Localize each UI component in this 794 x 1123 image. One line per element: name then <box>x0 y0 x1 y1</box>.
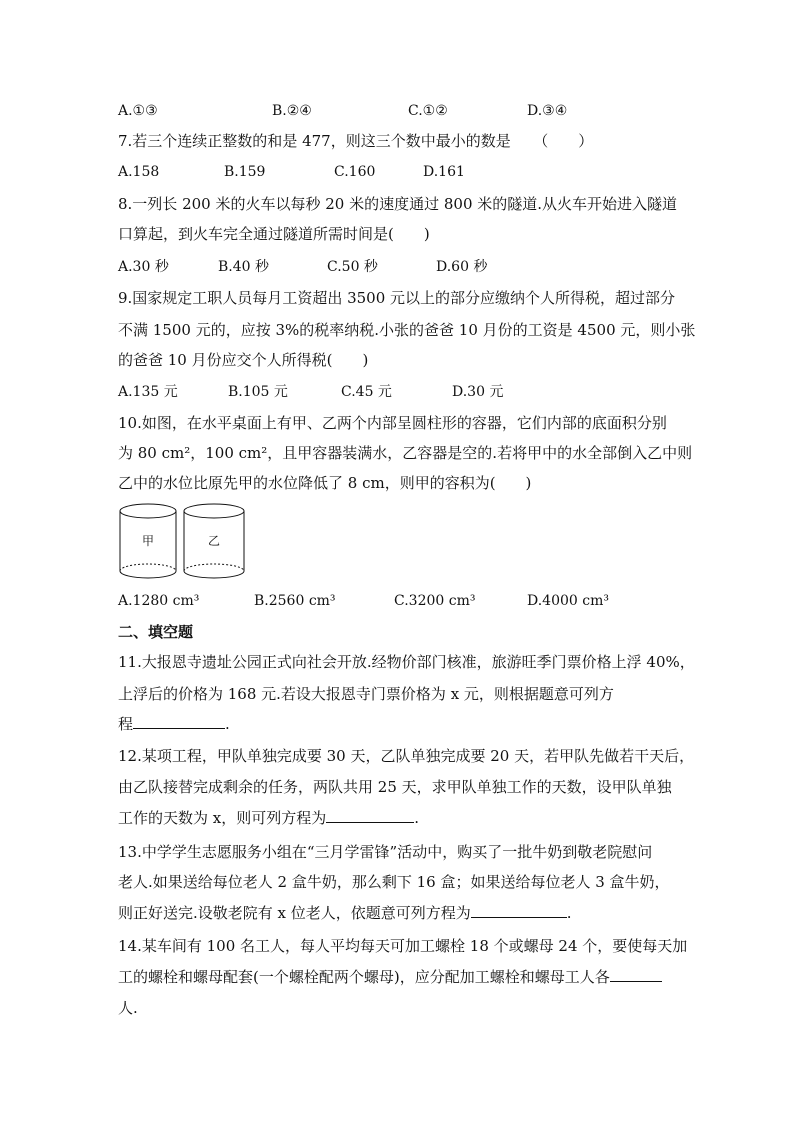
q14-line-2-text: 工的螺栓和螺母配套(一个螺栓配两个螺母)，应分配加工螺栓和螺母工人各 <box>118 968 610 986</box>
cylinder-yi-label: 乙 <box>208 534 221 548</box>
q8-option-c: C.50 秒 <box>327 259 378 275</box>
q10-option-c: C.3200 cm³ <box>394 593 476 609</box>
q7-option-b: B.159 <box>224 164 266 180</box>
cylinders-figure <box>112 496 252 586</box>
q9-line-3: 的爸爸 10 月份应交个人所得税( ) <box>118 351 369 369</box>
q12-line-3-end: . <box>414 809 420 827</box>
q14-line-1: 14.某车间有 100 名工人，每人平均每天可加工螺栓 18 个或螺母 24 个，要使每天加 <box>118 937 688 955</box>
q8-option-a: A.30 秒 <box>118 259 169 275</box>
q10-line-1: 10.如图，在水平桌面上有甲、乙两个内部呈圆柱形的容器，它们内部的底面积分别 <box>118 414 667 432</box>
q12-line-3 <box>118 808 419 828</box>
q9-option-c: C.45 元 <box>341 384 392 400</box>
cylinder-jia-label: 甲 <box>142 534 155 548</box>
q6-option-c: C.①② <box>408 103 448 119</box>
q7-option-c: C.160 <box>334 164 376 180</box>
q9-option-a: A.135 元 <box>118 384 178 400</box>
q11-line-3 <box>118 714 230 734</box>
q14-line-2 <box>118 967 662 987</box>
q12-line-1: 12.某项工程，甲队单独完成要 30 天，乙队单独完成要 20 天，若甲队先做若干天后， <box>118 747 695 765</box>
q11-answer-blank[interactable] <box>133 714 225 729</box>
q8-option-d: D.60 秒 <box>436 259 488 275</box>
q12-line-3-text: 工作的天数为 x，则可列方程为 <box>118 809 327 827</box>
q10-option-a: A.1280 cm³ <box>118 593 200 609</box>
q14-answer-blank[interactable] <box>610 967 662 982</box>
q11-line-2: 上浮后的价格为 168 元.若设大报恩寺门票价格为 x 元，则根据题意可列方 <box>118 685 614 703</box>
q12-line-2: 由乙队接替完成剩余的任务，两队共用 25 天，求甲队单独工作的天数，设甲队单独 <box>118 778 672 796</box>
q13-line-3-end: . <box>566 904 572 922</box>
q7-option-a: A.158 <box>118 164 160 180</box>
q9-line-1: 9.国家规定工职人员每月工资超出 3500 元以上的部分应缴纳个人所得税，超过部分 <box>118 289 676 307</box>
q7-stem: 7.若三个连续正整数的和是 477，则这三个数中最小的数是 （ ） <box>118 132 594 150</box>
section-title: 二、填空题 <box>118 623 194 641</box>
q6-option-b: B.②④ <box>272 103 312 119</box>
q14-line-3: 人. <box>118 999 138 1017</box>
q9-line-2: 不满 1500 元的，应按 3%的税率纳税.小张的爸爸 10 月份的工资是 4500 元，则小张 <box>118 321 696 339</box>
q8-line-1: 8.一列长 200 米的火车以每秒 20 米的速度通过 800 米的隧道.从火车开始进入隧道 <box>118 195 678 213</box>
q13-line-3-text: 则正好送完.设敬老院有 x 位老人，依题意可列方程为 <box>118 904 471 922</box>
q13-line-1: 13.中学学生志愿服务小组在“三月学雷锋”活动中，购买了一批牛奶到敬老院慰问 <box>118 843 653 861</box>
q11-line-3-end: . <box>225 715 230 733</box>
q10-option-d: D.4000 cm³ <box>527 593 609 609</box>
q6-option-d: D.③④ <box>527 103 568 119</box>
q13-answer-blank[interactable] <box>471 903 567 918</box>
q10-line-2: 为 80 cm²，100 cm²，且甲容器装满水，乙容器是空的.若将甲中的水全部倒入乙中则 <box>118 444 693 462</box>
q12-answer-blank[interactable] <box>326 808 414 823</box>
q10-line-3: 乙中的水位比原先甲的水位降低了 8 cm，则甲的容积为( ) <box>118 474 532 492</box>
q10-option-b: B.2560 cm³ <box>254 593 336 609</box>
q9-option-b: B.105 元 <box>228 384 288 400</box>
q13-line-3 <box>118 903 572 923</box>
q9-option-d: D.30 元 <box>452 384 504 400</box>
q6-option-a: A.①③ <box>118 103 158 119</box>
q7-option-d: D.161 <box>423 164 465 180</box>
q11-line-1: 11.大报恩寺遗址公园正式向社会开放.经物价部门核准，旅游旺季门票价格上浮 40%， <box>118 653 695 671</box>
q8-line-2: 口算起，到火车完全通过隧道所需时间是( ) <box>118 225 430 243</box>
q11-line-3-text: 程 <box>118 715 134 733</box>
q10-figure <box>112 496 252 586</box>
q13-line-2: 老人.如果送给每位老人 2 盒牛奶，那么剩下 16 盒；如果送给每位老人 3 盒牛奶， <box>118 873 670 891</box>
q8-option-b: B.40 秒 <box>218 259 270 275</box>
